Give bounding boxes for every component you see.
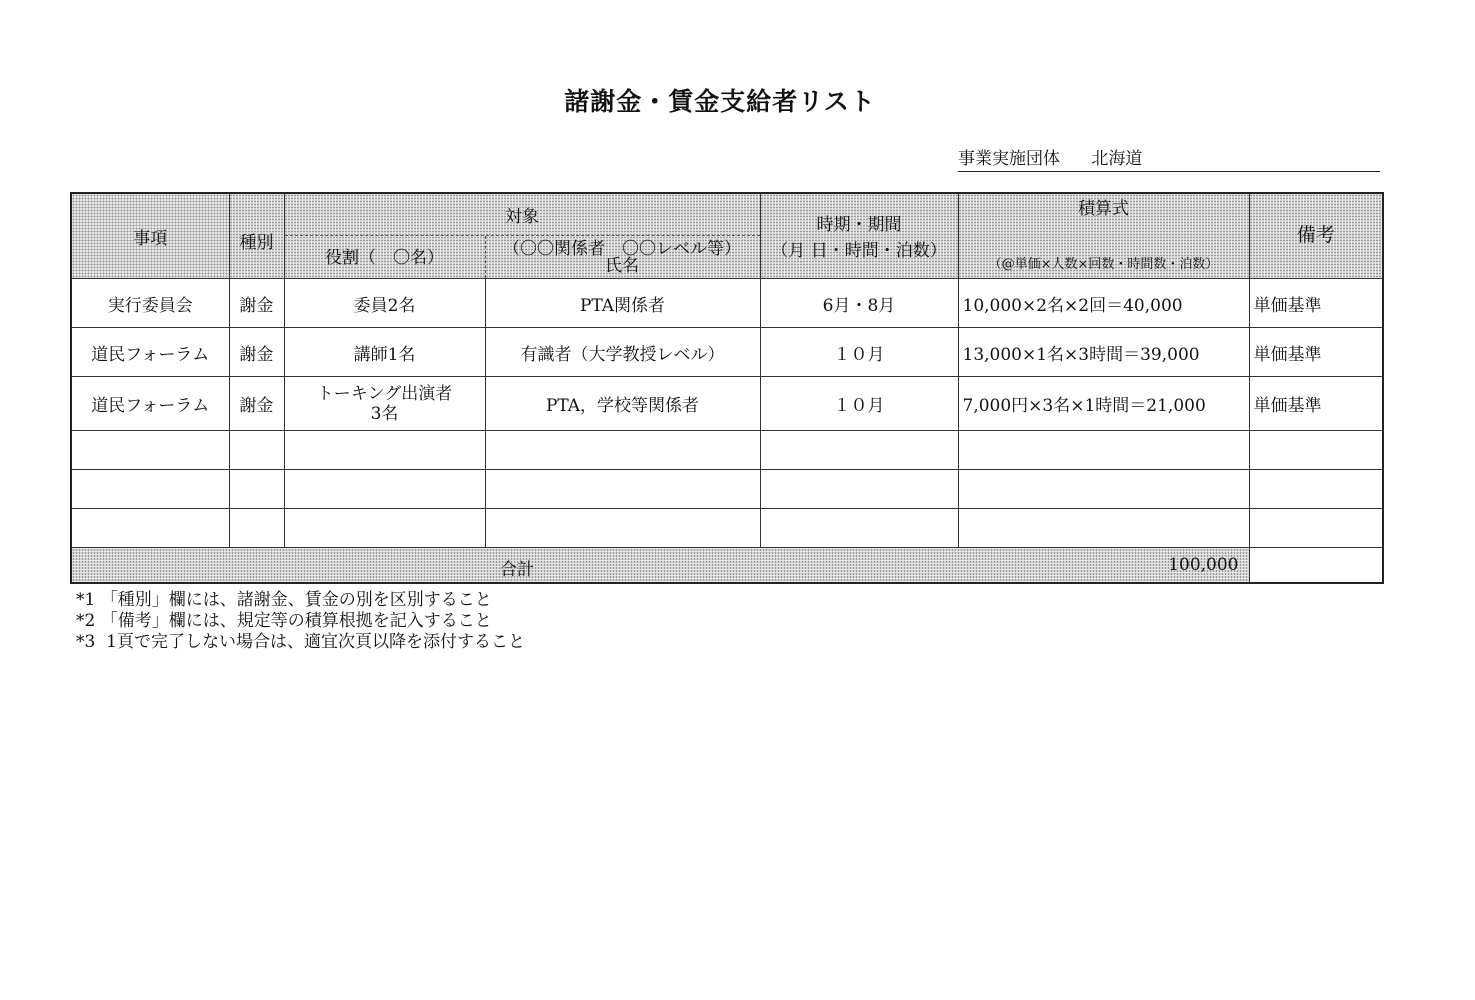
cell-role	[284, 377, 485, 431]
total-cell	[71, 548, 1249, 584]
cell-period: 6月・8月	[760, 279, 958, 328]
header-target-sub: （〇〇関係者 〇〇レベル等）	[503, 239, 741, 259]
header-name: 氏名	[605, 256, 639, 276]
footnote: *3 1頁で完了しない場合は、適宜次頁以降を添付すること	[76, 632, 525, 652]
header-type: 種別	[229, 193, 284, 279]
organization-value: 北海道	[1091, 149, 1143, 169]
cell-type: 謝金	[229, 377, 284, 431]
cell-note: 単価基準	[1249, 279, 1383, 328]
cell-calc: 7,000円×3名×1時間＝21,000	[958, 377, 1249, 431]
cell-role: 講師1名	[284, 328, 485, 377]
cell-target: PTA，学校等関係者	[485, 377, 760, 431]
footnote: *1 「種別」欄には、諸謝金、賃金の別を区別すること	[76, 590, 492, 610]
cell-item: 道民フォーラム	[71, 328, 229, 377]
empty-row	[71, 470, 1383, 509]
empty-row	[71, 509, 1383, 548]
table-row	[71, 328, 1383, 377]
total-label: 合計	[500, 560, 534, 580]
organization-label: 事業実施団体	[958, 149, 1060, 169]
header-calc: 積算式 （@単価×人数×回数・時間数・泊数）	[958, 193, 1249, 279]
header-note: 備考	[1249, 193, 1383, 279]
cell-note: 単価基準	[1249, 328, 1383, 377]
empty-row	[71, 431, 1383, 470]
organization-line	[958, 144, 1380, 172]
table-row	[71, 377, 1383, 431]
cell-calc: 13,000×1名×3時間＝39,000	[958, 328, 1249, 377]
cell-role: 委員2名	[284, 279, 485, 328]
table-row	[71, 279, 1383, 328]
page-title: 諸謝金・賃金支給者リスト	[564, 87, 876, 116]
header-target	[284, 193, 760, 279]
cell-period: １０月	[760, 377, 958, 431]
cell-period: １０月	[760, 328, 958, 377]
total-row	[71, 548, 1383, 584]
total-note-cell	[1249, 548, 1383, 584]
header-row	[71, 193, 1383, 279]
total-amount: 100,000	[1168, 555, 1239, 575]
cell-calc: 10,000×2名×2回＝40,000	[958, 279, 1249, 328]
cell-target: 有識者（大学教授レベル）	[485, 328, 760, 377]
cell-type: 謝金	[229, 279, 284, 328]
cell-target: PTA関係者	[485, 279, 760, 328]
footnotes	[76, 590, 525, 653]
header-role: 役割（ 〇名）	[325, 248, 444, 268]
cell-role-line1: トーキング出演者	[316, 383, 453, 404]
cell-item: 道民フォーラム	[71, 377, 229, 431]
header-target-title: 対象	[505, 207, 539, 227]
cell-note: 単価基準	[1249, 377, 1383, 431]
payment-table	[70, 192, 1384, 584]
cell-item: 実行委員会	[71, 279, 229, 328]
cell-role-line2: 3名	[370, 403, 399, 424]
cell-type: 謝金	[229, 328, 284, 377]
header-item: 事項	[71, 193, 229, 279]
header-period: 時期・期間 （月 日・時間・泊数）	[760, 193, 958, 279]
footnote: *2 「備考」欄には、規定等の積算根拠を記入すること	[76, 611, 492, 631]
